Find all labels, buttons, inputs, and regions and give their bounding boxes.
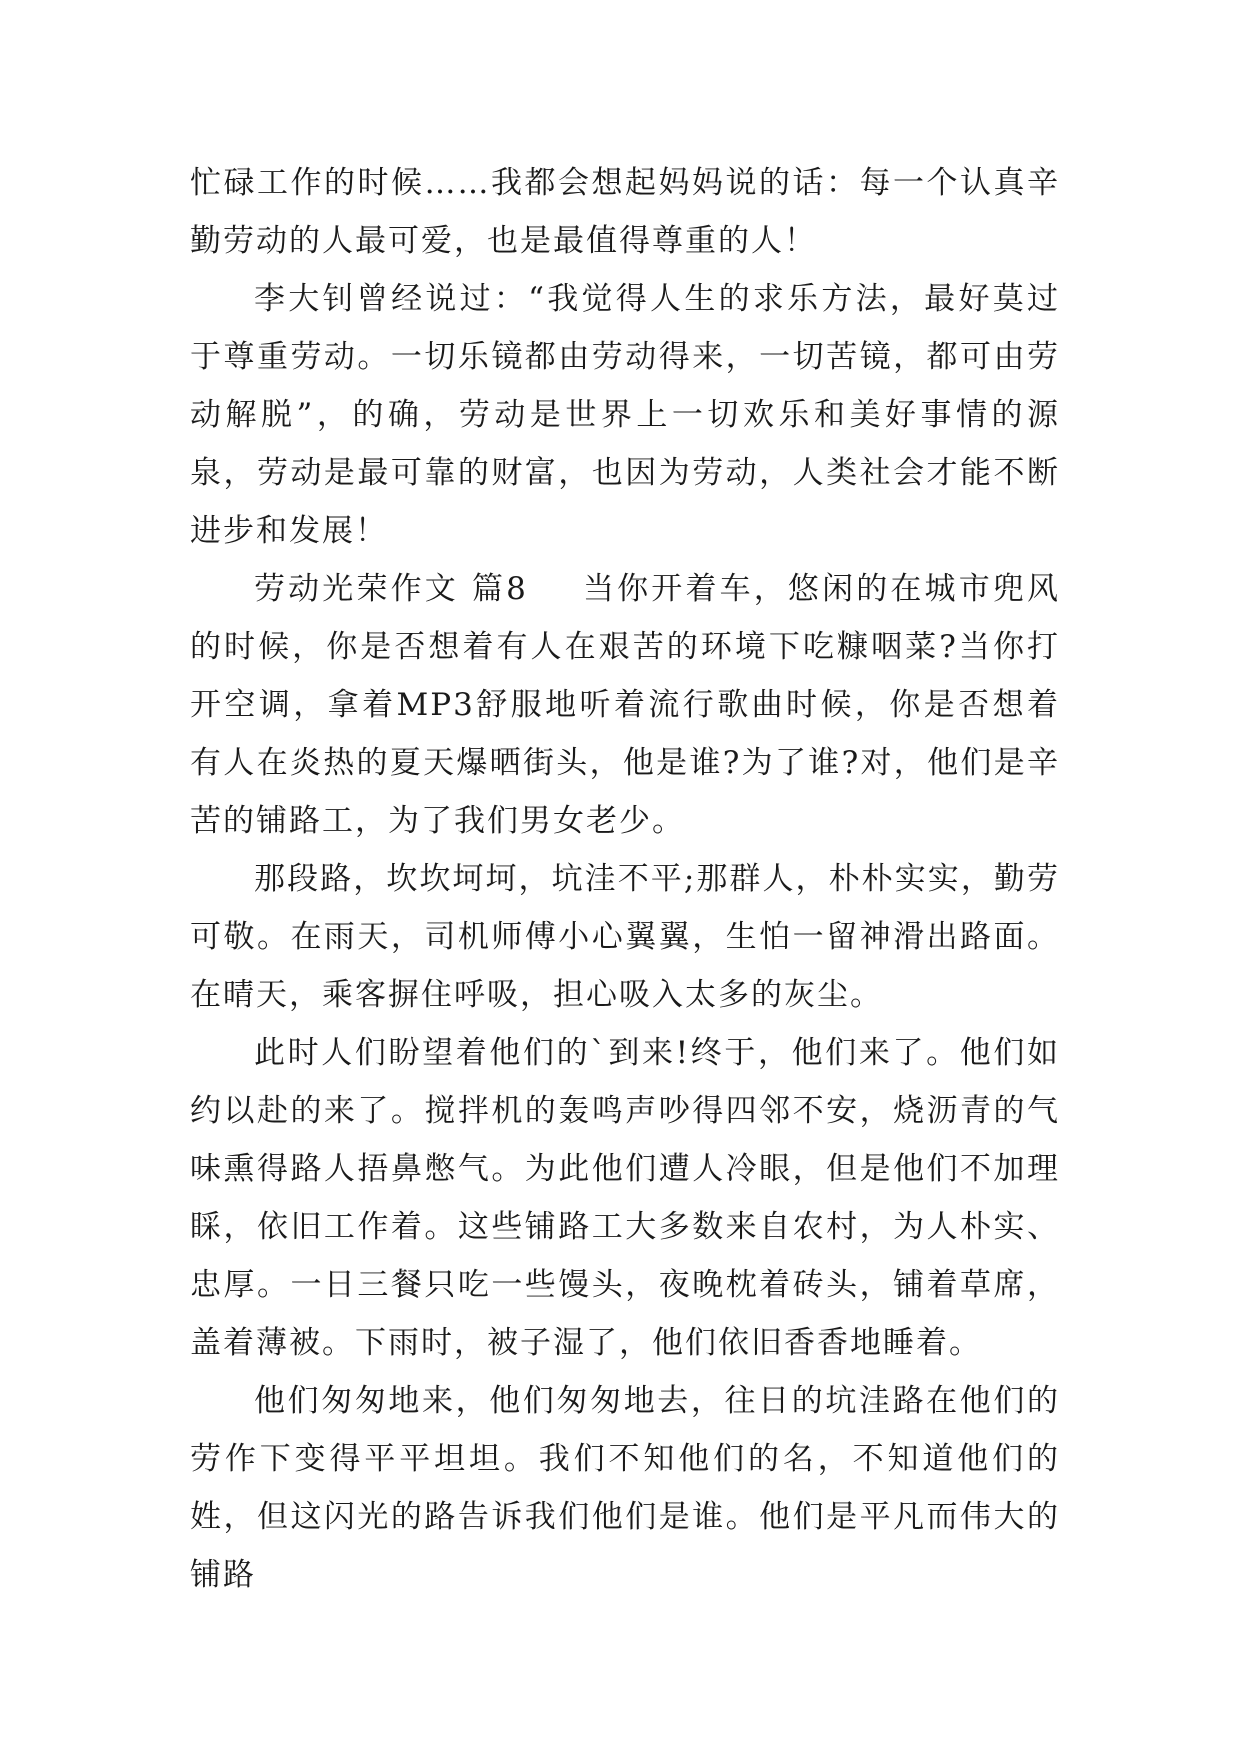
paragraph-text: 李大钊曾经说过：“我觉得人生的求乐方法，最好莫过于尊重劳动。一切乐镜都由劳动得来，一切苦镜，都可由劳动解脱”，的确，劳动是世界上一切欢乐和美好事情的源泉，劳动是最可靠的财富，也因为劳动，人类社会才能不断进步和发展！ — [190, 281, 1060, 549]
paragraph-3 — [190, 560, 1060, 850]
paragraph-text: 忙碌工作的时候……我都会想起妈妈说的话：每一个认真辛勤劳动的人最可爱，也是最值得尊重的人！ — [190, 165, 1060, 259]
paragraph-2 — [190, 270, 1060, 560]
paragraph-text: 那段路，坎坎坷坷，坑洼不平;那群人，朴朴实实，勤劳可敬。在雨天，司机师傅小心翼翼，生怕一留神滑出路面。在晴天，乘客摒住呼吸，担心吸入太多的灰尘。 — [190, 861, 1060, 1013]
paragraph-text: 他们匆匆地来，他们匆匆地去，往日的坑洼路在他们的劳作下变得平平坦坦。我们不知他们的名，不知道他们的姓，但这闪光的路告诉我们他们是谁。他们是平凡而伟大的铺路 — [190, 1383, 1060, 1593]
paragraph-text: 此时人们盼望着他们的`到来!终于，他们来了。他们如约以赴的来了。搅拌机的轰鸣声吵得四邻不安，烧沥青的气味熏得路人捂鼻憋气。为此他们遭人冷眼，但是他们不加理睬，依旧工作着。这些铺路工大多数来自农村，为人朴实、忠厚。一日三餐只吃一些馒头，夜晚枕着砖头，铺着草席，盖着薄被。下雨时，被子湿了，他们依旧香香地睡着。 — [190, 1035, 1060, 1361]
paragraph-text: 当你开着车，悠闲的在城市兜风的时候，你是否想着有人在艰苦的环境下吃糠咽菜?当你打开空调，拿着MP3舒服地听着流行歌曲时候，你是否想着有人在炎热的夏天爆晒街头，他是谁?为了谁?对，他们是辛苦的铺路工，为了我们男女老少。 — [190, 571, 1061, 839]
section-heading: 劳动光荣作文 篇8 — [254, 571, 528, 607]
paragraph-1 — [190, 154, 1060, 270]
document-body — [190, 154, 1060, 1604]
paragraph-5 — [190, 1024, 1060, 1372]
paragraph-6 — [190, 1372, 1060, 1604]
paragraph-4 — [190, 850, 1060, 1024]
